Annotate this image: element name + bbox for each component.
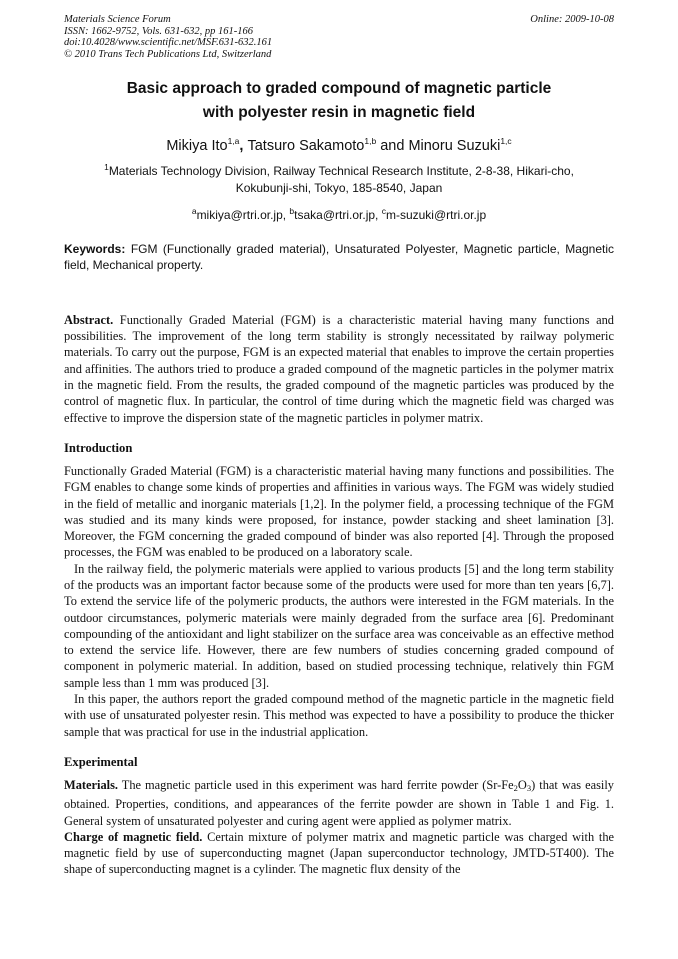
issn-line: ISSN: 1662-9752, Vols. 631-632, pp 161-166: [64, 25, 253, 37]
materials-paragraph: [64, 777, 614, 829]
affiliation: [64, 159, 614, 197]
introduction-paragraph-1: Functionally Graded Material (FGM) is a characteristic material having many functions and possibilities. The FGM enables to change some kinds of properties and affinities in various ways. The FGM was widely studied in the field of metallic and inorganic materials [1,2]. In the polymer field, a processing technique of the FGM was studied and its many kinds were proposed, for instance, powder stacking and sheet lamination [3]. Moreover, the FGM concerning the graded compound of binder was also reported [4]. Through the proposed processes, the FGM was enabled to be produced on a laboratory scale.: [64, 463, 614, 560]
keywords-label: Keywords:: [64, 241, 126, 256]
charge-text: Certain mixture of polymer matrix and magnetic particle was charged with the magnetic field by use of superconducting magnet (Japan superconductor technology, JMTD-5T400). The shape of superconducting magnet is a cylinder. The magnetic flux density of the: [64, 829, 615, 877]
author-name: Minoru Suzuki: [408, 137, 501, 154]
affiliation-text: Materials Technology Division, Railway Technical Research Institute, 2-8-38, Hikari-cho,: [108, 163, 574, 178]
affiliation-line-1: [64, 159, 614, 180]
materials-label: Materials.: [64, 777, 119, 792]
abstract-text: Functionally Graded Material (FGM) is a characteristic material having many functions and possibilities. The improvement of the long term stability is strongly necessitated by railway polymeric materials. To carry out the purpose, FGM is an expected material that enables to improve the certain properties and affinities. The authors tried to produce a graded compound of the magnetic particles in the polymer matrix in the magnetic field. From the results, the graded compound of the magnetic particles was produced by the control of magnetic flux. In particular, the control of time during which the magnetic field was charged was effective to improve the dispersion state of the magnetic particles in polymer matrix.: [64, 312, 614, 425]
author-name: Mikiya Ito: [166, 137, 228, 154]
paper-title: [64, 77, 614, 125]
abstract: [64, 312, 614, 426]
keywords-text: FGM (Functionally graded material), Unsaturated Polyester, Magnetic particle, Magnetic field, Mechanical property.: [64, 241, 614, 273]
charge-paragraph: [64, 829, 614, 878]
formula-text: O: [517, 777, 527, 792]
abstract-label: Abstract.: [64, 312, 114, 327]
section-heading-experimental: Experimental: [64, 754, 138, 769]
email-address: m-suzuki@rtri.or.jp: [385, 207, 487, 222]
title-line-2: with polyester resin in magnetic field: [202, 104, 476, 121]
author-list: [64, 131, 614, 156]
email-marker: c: [381, 205, 386, 216]
affiliation-line-2: Kokubunji-shi, Tokyo, 185-8540, Japan: [235, 180, 443, 195]
email-list: [64, 203, 614, 224]
email-marker: b: [289, 205, 295, 216]
online-date: Online: 2009-10-08: [530, 14, 614, 25]
materials-text: ) that was easily obtained. Properties, conditions, and appearances of the ferrite powder are shown in Table 1 and Fig. 1. General system of unsaturated polyester and curing agent were applied as polymer matrix.: [64, 777, 614, 828]
introduction-paragraph-2: In the railway field, the polymeric materials were applied to various products [5] and the long term stability of the products was an important factor because some of the products were used for more than ten years [6,7]. To extend the service life of the polymeric products, the authors were interested in the FGM materials. In the outdoor circumstances, polymeric materials were mainly degraded from the surface area [6]. Predominant compounding of the antioxidant and light stabilizer on the surface area was conceivable as an effective method to extend the service life. However, there are few numbers of studies concerning graded compound of component in polymeric material. In addition, based on studied processing technique, relatively thin FGM sample less than 1 mm was produced [3].: [64, 561, 614, 690]
author-affiliation-marker: 1,c: [500, 136, 512, 146]
author-separator: ,: [239, 137, 248, 154]
paper-page: [64, 14, 614, 878]
formula-subscript: 3: [526, 782, 532, 793]
email-address: mikiya@rtri.or.jp,: [196, 207, 290, 222]
author-affiliation-marker: 1,b: [364, 136, 377, 146]
section-heading-introduction: Introduction: [64, 440, 133, 455]
materials-text: The magnetic particle used in this experiment was hard ferrite powder (Sr-Fe: [118, 777, 514, 792]
affiliation-marker: 1: [104, 161, 109, 172]
journal-metadata: [64, 14, 614, 60]
copyright-line: © 2010 Trans Tech Publications Ltd, Switzerland: [64, 48, 272, 60]
introduction-paragraph-3: In this paper, the authors report the graded compound method of the magnetic particle in the magnetic field with use of unsaturated polyester resin. This method was expected to have a possibility to produce the thicker sample that was practical for use in the industrial application.: [64, 692, 614, 739]
author-affiliation-marker: 1,a: [227, 136, 240, 146]
formula-subscript: 2: [513, 782, 518, 793]
email-address: tsaka@rtri.or.jp,: [294, 207, 382, 222]
charge-label: Charge of magnetic field.: [64, 829, 203, 844]
email-marker: a: [191, 205, 197, 216]
title-line-1: Basic approach to graded compound of magnetic particle: [126, 80, 552, 97]
author-name: Tatsuro Sakamoto: [247, 137, 365, 154]
keywords: [64, 241, 614, 274]
journal-name: Materials Science Forum: [64, 14, 171, 25]
author-separator: and: [376, 137, 409, 154]
doi-line: doi:10.4028/www.scientific.net/MSF.631-632.161: [64, 37, 273, 48]
